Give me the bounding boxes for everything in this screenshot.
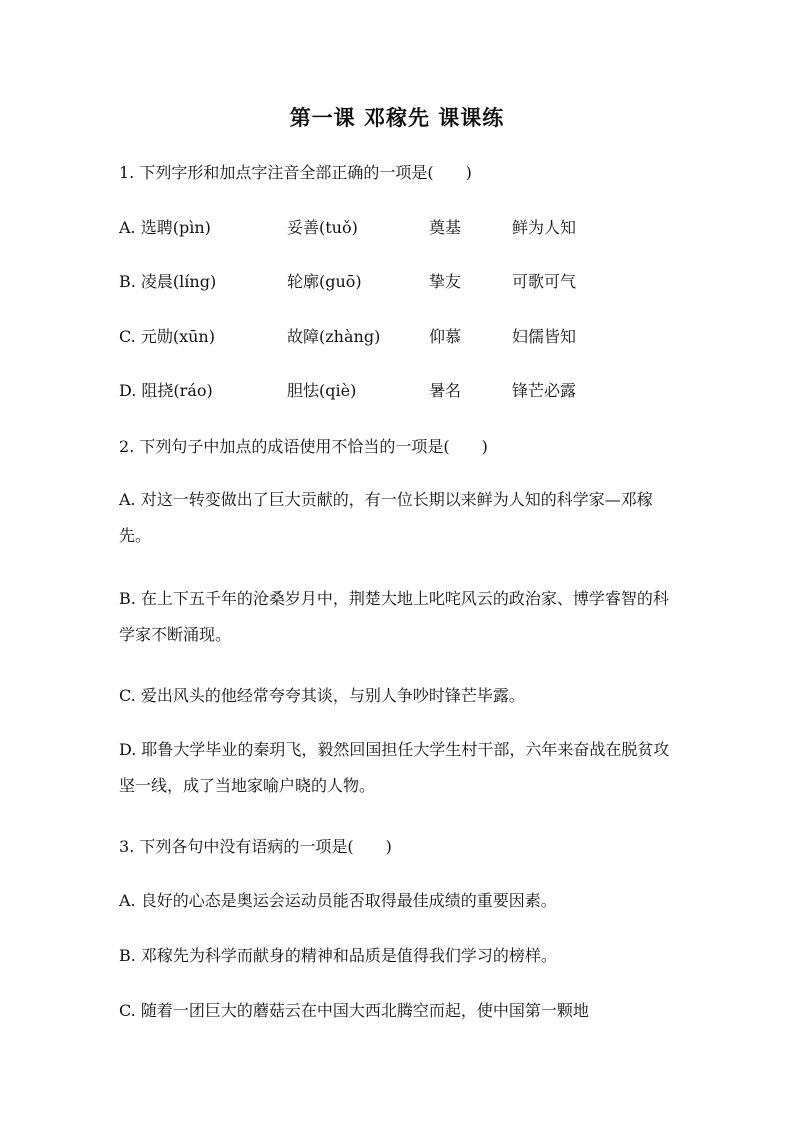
question-3-option-c: C. 随着一团巨大的蘑菇云在中国大西北腾空而起，使中国第一颗地: [119, 1001, 589, 1020]
option-d-item-3: 暑名: [429, 381, 462, 400]
option-b-item-2: 轮廓(guō): [287, 272, 362, 291]
question-3-option-a: A. 良好的心态是奥运会运动员能否取得最佳成绩的重要因素。: [119, 891, 557, 910]
option-d-item-2: 胆怯(qiè): [287, 381, 357, 400]
option-a-item-1: A. 选聘(pìn): [119, 218, 211, 237]
option-b-item-3: 挚友: [429, 272, 462, 291]
option-c-item-3: 仰慕: [429, 327, 462, 346]
option-b-item-1: B. 凌晨(líng): [119, 272, 217, 291]
question-1-stem: 1. 下列字形和加点字注音全部正确的一项是( ): [119, 163, 472, 182]
question-2-option-b: B. 在上下五千年的沧桑岁月中，荆楚大地上叱咤风云的政治家、博学睿智的科学家不断涌现。: [119, 589, 669, 644]
option-d-item-1: D. 阻挠(ráo): [119, 381, 213, 400]
option-a-item-3: 奠基: [429, 218, 462, 237]
option-a-item-2: 妥善(tuǒ): [287, 218, 358, 237]
question-2-option-d: D. 耶鲁大学毕业的秦玥飞，毅然回国担任大学生村干部，六年来奋战在脱贫攻坚一线，成了当地家喻户晓的人物。: [119, 740, 670, 795]
option-b-item-4: 可歌可气: [512, 272, 577, 291]
question-2-option-c: C. 爱出风头的他经常夸夸其谈，与别人争吵时锋芒毕露。: [119, 686, 525, 705]
option-c-item-4: 妇儒皆知: [512, 327, 577, 346]
question-2-option-a: A. 对这一转变做出了巨大贡献的，有一位长期以来鲜为人知的科学家—邓稼先。: [119, 490, 653, 545]
option-a-item-4: 鲜为人知: [512, 218, 577, 237]
question-2-stem: 2. 下列句子中加点的成语使用不恰当的一项是( ): [119, 437, 488, 456]
question-3-option-b: B. 邓稼先为科学而献身的精神和品质是值得我们学习的榜样。: [119, 946, 557, 965]
option-c-item-2: 故障(zhàng): [287, 327, 381, 346]
page-title: 第一课 邓稼先 课课练: [289, 105, 505, 130]
option-c-item-1: C. 元勋(xūn): [119, 327, 215, 346]
option-d-item-4: 锋芒必露: [512, 381, 577, 400]
question-3-stem: 3. 下列各句中没有语病的一项是( ): [119, 837, 392, 856]
